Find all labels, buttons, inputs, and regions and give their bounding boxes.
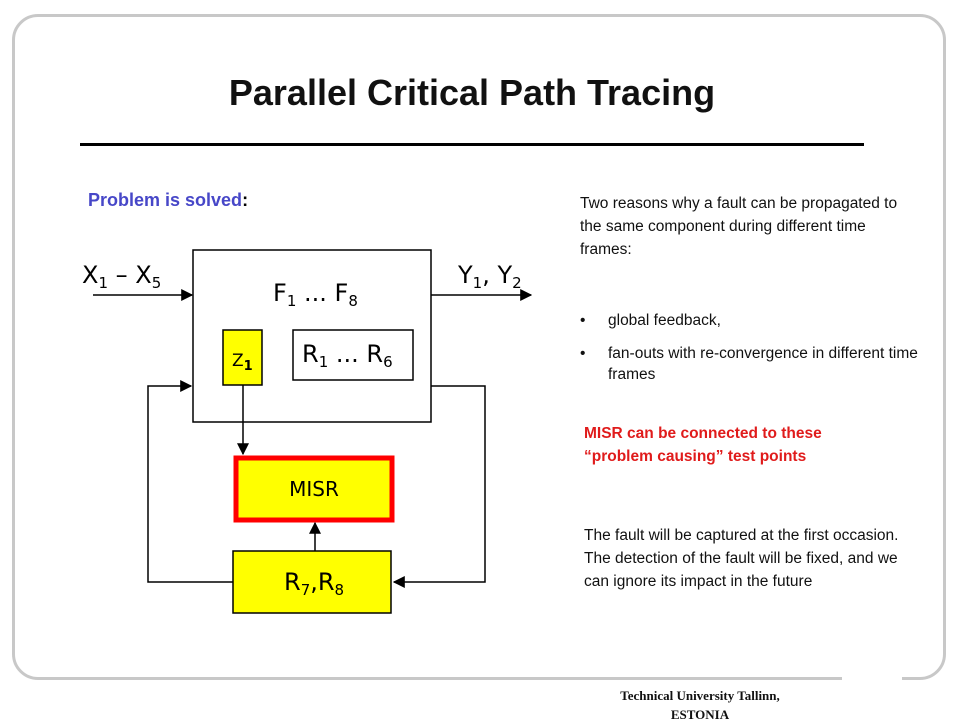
list-item xyxy=(580,310,920,331)
output-label: $Y_1$, $Y_2$ xyxy=(458,261,522,292)
footer-frame-gap xyxy=(842,672,902,686)
footer-line-1: Technical University Tallinn, xyxy=(620,688,780,703)
bullet-mark: • xyxy=(580,312,586,329)
r1-r6-label: $R_1$ ... $R_6$ xyxy=(302,340,393,371)
reasons-list xyxy=(580,310,920,397)
footer-line-2: ESTONIA xyxy=(670,707,730,722)
input-label: $X_1 - X_5$ xyxy=(82,261,162,292)
list-item xyxy=(580,343,920,385)
bullet-text: fan-outs with re-convergence in different time frames xyxy=(608,345,918,383)
reasons-paragraph: Two reasons why a fault can be propagated to the same component during different time frames: xyxy=(580,195,898,258)
problem-solved-colon: : xyxy=(242,190,249,210)
misr-label: MISR xyxy=(289,477,339,501)
r7-r8-label: $R_7,R_8$ xyxy=(284,568,345,599)
misr-note: MISR can be connected to these “problem causing” test points xyxy=(584,425,822,465)
z1-label: $Z_1$ xyxy=(232,351,253,374)
bullet-mark: • xyxy=(580,345,586,362)
problem-solved-text: Problem is solved xyxy=(88,190,243,210)
footer xyxy=(560,686,840,724)
capture-paragraph: The fault will be captured at the first occasion. The detection of the fault will be fixed, and we can ignore its impact in the future xyxy=(584,527,899,590)
bullet-text: global feedback, xyxy=(608,312,721,329)
slide-title: Parallel Critical Path Tracing xyxy=(228,72,716,113)
main-block-label: $F_1$ ... $F_8$ xyxy=(273,279,358,310)
